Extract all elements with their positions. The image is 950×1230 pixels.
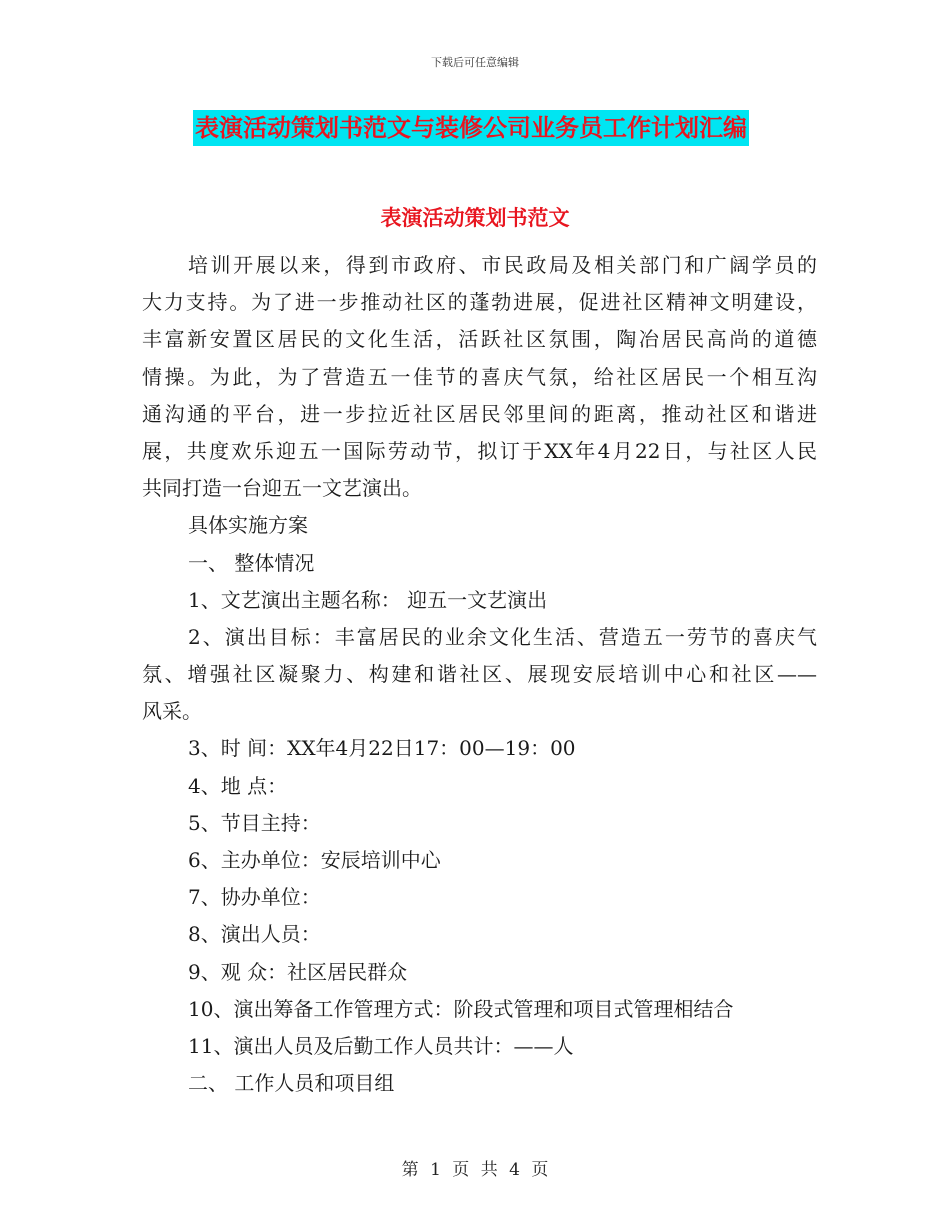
document-title: 表演活动策划书范文与装修公司业务员工作计划汇编: [193, 110, 749, 146]
paragraph-line: 大力支持。为了进一步推动社区的蓬勃进展，促进社区精神文明建设，: [142, 290, 817, 315]
paragraph-line: 氛、增强社区凝聚力、构建和谐社区、展现安辰培训中心和社区——: [142, 662, 817, 687]
list-item-9: 9、观 众：社区居民群众: [188, 959, 408, 984]
page-footer: 第 1 页 共 4 页: [401, 1160, 549, 1180]
plan-heading: 具体实施方案: [188, 513, 308, 538]
section-title: 表演活动策划书范文: [380, 205, 570, 230]
part-one-heading: 一、 整体情况: [188, 550, 315, 575]
list-item-1: 1、文艺演出主题名称： 迎五一文艺演出: [188, 587, 548, 612]
part-two-heading: 二、 工作人员和项目组: [188, 1071, 395, 1096]
list-item-10: 10、演出筹备工作管理方式：阶段式管理和项目式管理相结合: [188, 996, 734, 1021]
list-item-8: 8、演出人员：: [188, 922, 321, 947]
document-body: [142, 247, 817, 1102]
paragraph-line: 通沟通的平台，进一步拉近社区居民邻里间的距离，推动社区和谐进: [142, 401, 817, 426]
list-item-7: 7、协办单位：: [188, 885, 321, 910]
paragraph-line: 培训开展以来，得到市政府、市民政局及相关部门和广阔学员的: [188, 253, 817, 277]
list-item-5: 5、节目主持：: [188, 810, 321, 835]
list-item-2: [142, 619, 817, 731]
paragraph-line: 共同打造一台迎五一文艺演出。: [142, 476, 422, 501]
paragraph-line: 2、演出目标：丰富居民的业余文化生活、营造五一劳节的喜庆气: [188, 624, 817, 649]
intro-paragraph: [142, 247, 817, 507]
list-item-3: 3、时 间：XX年4月22日17：00—19：00: [188, 736, 576, 761]
list-item-6: 6、主办单位：安辰培训中心: [188, 848, 441, 872]
list-item-11: 11、演出人员及后勤工作人员共计：——人: [188, 1033, 574, 1058]
list-item-4: 4、地 点：: [188, 773, 288, 798]
paragraph-line: 风采。: [142, 699, 202, 724]
header-note: 下载后可任意编辑: [431, 56, 519, 69]
paragraph-line: 情操。为此，为了营造五一佳节的喜庆气氛，给社区居民一个相互沟: [142, 364, 817, 389]
paragraph-line: 展，共度欢乐迎五一国际劳动节，拟订于XX年4月22日，与社区人民: [142, 438, 817, 463]
paragraph-line: 丰富新安置区居民的文化生活，活跃社区氛围，陶冶居民高尚的道德: [142, 327, 817, 352]
